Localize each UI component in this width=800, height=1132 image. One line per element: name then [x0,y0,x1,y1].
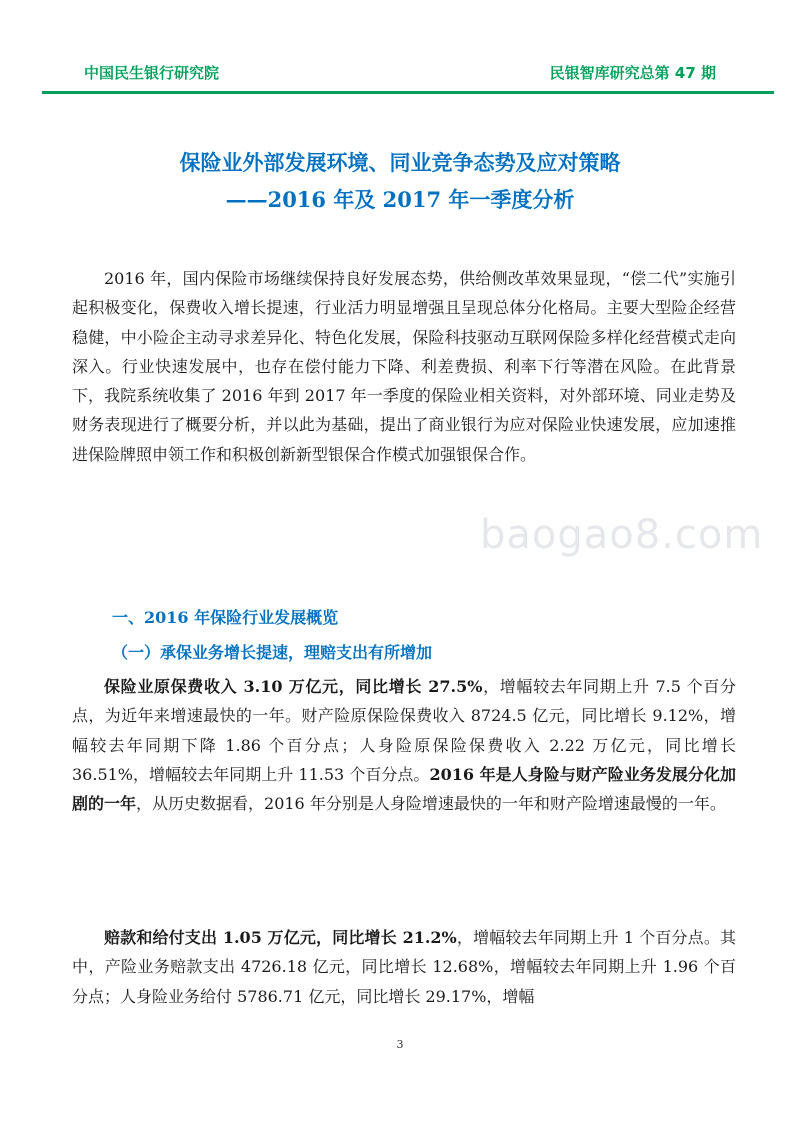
intro-paragraph: 2016 年，国内保险市场继续保持良好发展态势，供给侧改革效果显现，“偿二代”实施引起积极变化，保费收入增长提速，行业活力明显增强且呈现总体分化格局。主要大型险企经营稳健，中小险企主动寻求差异化、特色化发展，保险科技驱动互联网保险多样化经营模式走向深入。行业快速发展中，也存在偿付能力下降、利差费损、利率下行等潜在风险。在此背景下，我院系统收集了 2016 年到 2017 年一季度的保险业相关资料，对外部环境、同业走势及财务表现进行了概要分析，并以此为基础，提出了商业银行为应对保险业快速发展，应加速推进保险牌照申领工作和积极创新新型银保合作模式加强银保合作。 [72,269,736,464]
document-title: 保险业外部发展环境、同业竞争态势及应对策略 [179,150,621,175]
header-divider [42,91,774,94]
subsection-heading: （一）承保业务增长提速，理赔支出有所增加 [112,643,433,662]
premium-text-2: ，从历史数据看，2016 年分别是人身险增速最快的一年和财产险增速最慢的一年。 [136,794,726,814]
claims-text: ，增幅较去年同期上升 1 个百分点。其中，产险业务赔款支出 4726.18 亿元，同比增长 12.68%，增幅较去年同期上升 1.96 个百分点；人身险业务给付 5786.71 亿元，同比增长 29.17%，增幅 [72,928,736,1006]
page-header [0,0,800,100]
premium-paragraph [72,672,736,818]
watermark: baogao8.com [480,512,764,558]
claims-paragraph [72,923,736,1011]
section-heading: 一、2016 年保险行业发展概览 [112,608,339,627]
premium-lead: 保险业原保费收入 3.10 万亿元，同比增长 27.5% [104,677,483,696]
premium-highlight: 2016 年是人身险与财产险业务发展分化加剧的一年 [72,764,736,814]
header-issue: 民银智库研究总第 47 期 [549,64,716,82]
page-number: 3 [396,1038,404,1051]
claims-lead: 赔款和给付支出 1.05 万亿元，同比增长 21.2% [104,928,457,947]
document-subtitle: ——2016 年及 2017 年一季度分析 [225,187,575,212]
header-institution: 中国民生银行研究院 [84,64,220,82]
premium-text-1: ，增幅较去年同期上升 7.5 个百分点，为近年来增速最快的一年。财产险原保险保费收入 8724.5 亿元，同比增长 9.12%，增幅较去年同期下降 1.86 个百分点；人身险原保险保费收入 2.22 万亿元，同比增长 36.51%，增幅较去年同期上升 11.53 个百分点。 [72,677,736,784]
